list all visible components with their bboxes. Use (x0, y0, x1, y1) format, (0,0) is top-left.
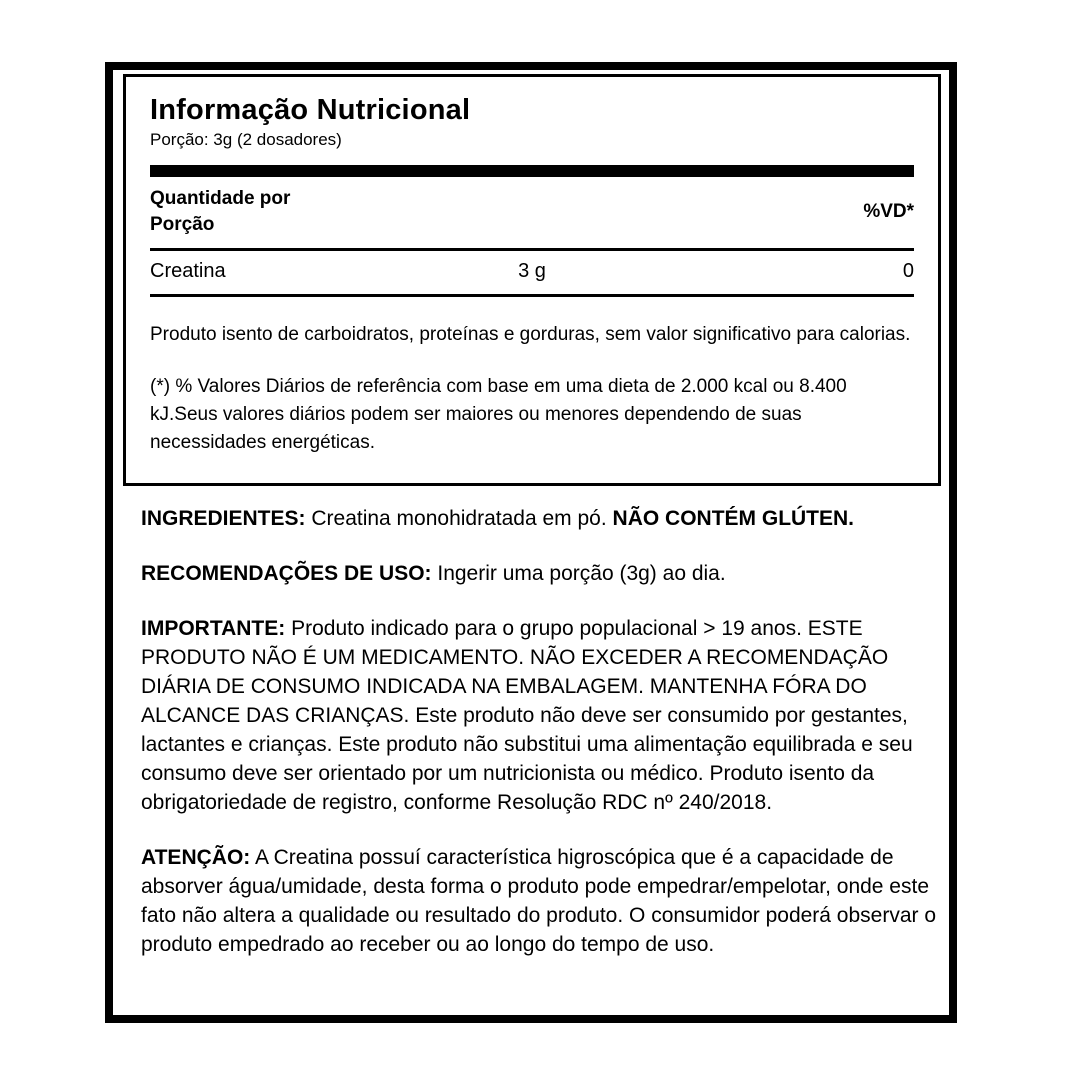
section-attention-text: A Creatina possuí característica higroscópica que é a capacidade de absorver água/umidade, desta forma o produto pode empedrar/empelotar, onde este fato não altera a qualidade ou resultado do produto. O consumidor poderá observar o produto empedrado ao receber ou ao longo do tempo de uso. (141, 846, 937, 956)
nutrient-name: Creatina (150, 259, 226, 282)
section-ingredients-emphasis: NÃO CONTÉM GLÚTEN. (612, 507, 855, 530)
panel-title: Informação Nutricional (150, 94, 471, 126)
nutrient-vd: 0 (902, 259, 914, 282)
column-header-quantity-line1: Quantidade por (150, 187, 291, 209)
section-attention (141, 843, 937, 959)
section-important-text: Produto indicado para o grupo populacional > 19 anos. ESTE PRODUTO NÃO É UM MEDICAMENTO. NÃO EXCEDER A RECOMENDAÇÃO DIÁRIA DE CONSUMO INDICADA NA EMBALAGEM. MANTENHA FÓRA DO ALCANCE DAS CRIANÇAS. Este produto não deve ser consumido por gestantes, lactantes e crianças. Este produto não substitui uma alimentação equilibrada e seu consumo deve ser orientado por um nutricionista ou médico. Produto isento da obrigatoriedade de registro, conforme Resolução RDC nº 240/2018. (141, 617, 913, 814)
section-usage (141, 559, 937, 588)
section-ingredients-label: INGREDIENTES: (141, 507, 306, 530)
serving-size: Porção: 3g (2 dosadores) (150, 129, 342, 149)
column-header-quantity-line2: Porção (150, 213, 215, 235)
nutrient-amount: 3 g (518, 259, 546, 282)
info-sections (113, 486, 949, 959)
section-important (141, 614, 937, 817)
note-daily-values: (*) % Valores Diários de referência com base em uma dieta de 2.000 kcal ou 8.400 kJ.Seus valores diários podem ser maiores ou menores dependendo de suas necessidades energéticas. (150, 375, 847, 453)
section-usage-label: RECOMENDAÇÕES DE USO: (141, 562, 432, 585)
divider-line (150, 294, 914, 297)
note-calories: Produto isento de carboidratos, proteínas e gorduras, sem valor significativo para calorias. (150, 323, 911, 345)
table-row (150, 251, 914, 294)
nutrition-facts-panel (123, 74, 941, 486)
section-ingredients-text: Creatina monohidratada em pó. (305, 507, 613, 530)
column-header-vd: %VD* (863, 200, 914, 222)
section-ingredients (141, 504, 937, 533)
section-usage-text: Ingerir uma porção (3g) ao dia. (431, 562, 726, 585)
nutrition-label (105, 62, 957, 1023)
section-important-label: IMPORTANTE: (141, 617, 286, 640)
table-header-row (150, 177, 914, 248)
column-header-quantity (150, 186, 290, 238)
section-attention-label: ATENÇÃO: (141, 846, 251, 869)
thick-divider (150, 165, 914, 177)
